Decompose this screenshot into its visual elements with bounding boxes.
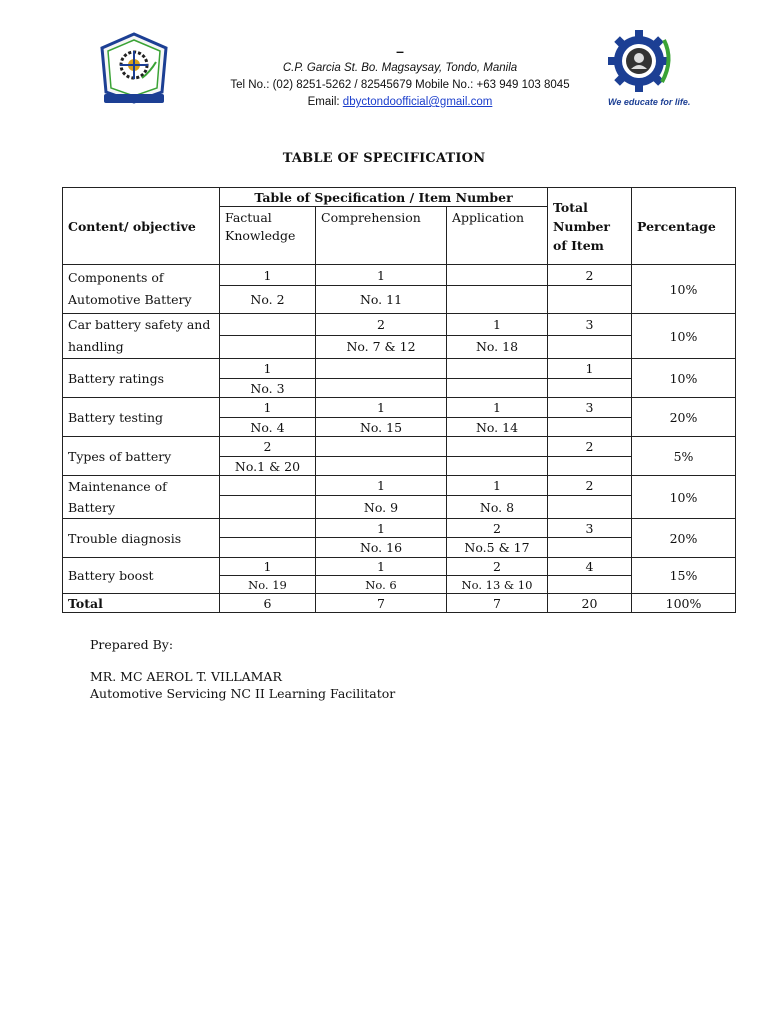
factual-items: No.1 & 20 — [220, 457, 316, 476]
school-crest-logo — [98, 32, 170, 108]
application-items: No. 18 — [447, 335, 548, 358]
logo-motto-text: We educate for life. — [608, 97, 691, 107]
application-items: No.5 & 17 — [447, 538, 548, 558]
comprehension-items: No. 9 — [316, 496, 447, 519]
email-label: Email: — [307, 96, 343, 108]
comprehension-items: No. 6 — [316, 576, 447, 594]
table-row — [63, 437, 736, 457]
total-label: Total — [63, 594, 220, 613]
header-percentage: Percentage — [632, 188, 736, 265]
total-items-blank — [548, 576, 632, 594]
topic-cell: Components of Automotive Battery — [63, 265, 220, 314]
comprehension-count — [316, 359, 447, 379]
header-comprehension: Comprehension — [316, 207, 447, 265]
table-header-row — [63, 188, 736, 207]
table-row — [63, 265, 736, 286]
application-items: No. 8 — [447, 496, 548, 519]
total-count: 3 — [548, 398, 632, 418]
factual-items — [220, 335, 316, 358]
comprehension-items: No. 11 — [316, 286, 447, 314]
header-factual-knowledge: Factual Knowledge — [220, 207, 316, 265]
table-row — [63, 558, 736, 576]
school-email-line — [190, 94, 610, 111]
header-total-number: Total Number of Item — [548, 188, 632, 265]
header-application: Application — [447, 207, 548, 265]
signatory-name: MR. MC AEROL T. VILLAMAR — [90, 669, 282, 684]
topic-cell: Car battery safety and handling — [63, 314, 220, 359]
comprehension-count — [316, 437, 447, 457]
comprehension-count: 1 — [316, 398, 447, 418]
total-count: 2 — [548, 476, 632, 496]
percentage-cell: 15% — [632, 558, 736, 594]
comprehension-count: 1 — [316, 558, 447, 576]
school-contact-numbers: Tel No.: (02) 8251-5262 / 82545679 Mobile No.: +63 949 103 8045 — [230, 79, 570, 91]
table-row — [63, 359, 736, 379]
email-link[interactable]: dbyctondoofficial@gmail.com — [342, 96, 493, 108]
factual-count — [220, 476, 316, 496]
application-count — [447, 265, 548, 286]
factual-items: No. 2 — [220, 286, 316, 314]
factual-items: No. 4 — [220, 418, 316, 437]
factual-count: 1 — [220, 398, 316, 418]
topic-cell: Trouble diagnosis — [63, 519, 220, 558]
header-item-number-group: Table of Specification / Item Number — [220, 188, 548, 207]
factual-items — [220, 538, 316, 558]
total-count: 3 — [548, 519, 632, 538]
total-percentage: 100% — [632, 594, 736, 613]
application-count: 1 — [447, 314, 548, 336]
table-row — [63, 519, 736, 538]
total-count: 2 — [548, 437, 632, 457]
comprehension-items — [316, 457, 447, 476]
percentage-cell: 10% — [632, 359, 736, 398]
topic-cell: Battery boost — [63, 558, 220, 594]
table-row — [63, 398, 736, 418]
total-items-blank — [548, 335, 632, 358]
total-factual: 6 — [220, 594, 316, 613]
factual-count — [220, 314, 316, 336]
application-items — [447, 286, 548, 314]
application-items: No. 14 — [447, 418, 548, 437]
comprehension-items — [316, 379, 447, 398]
comprehension-count: 1 — [316, 265, 447, 286]
factual-items: No. 19 — [220, 576, 316, 594]
percentage-cell: 20% — [632, 398, 736, 437]
table-total-row — [63, 594, 736, 613]
total-count: 3 — [548, 314, 632, 336]
topic-cell: Battery ratings — [63, 359, 220, 398]
header-content-objective: Content/ objective — [63, 188, 220, 265]
comprehension-items: No. 15 — [316, 418, 447, 437]
percentage-cell: 20% — [632, 519, 736, 558]
application-items — [447, 379, 548, 398]
topic-cell: Types of battery — [63, 437, 220, 476]
total-items-blank — [548, 457, 632, 476]
header-dash: – — [396, 43, 404, 59]
total-items-blank — [548, 538, 632, 558]
comprehension-items: No. 16 — [316, 538, 447, 558]
total-items-blank — [548, 496, 632, 519]
total-items-blank — [548, 379, 632, 398]
page-title: TABLE OF SPECIFICATION — [282, 151, 486, 166]
comprehension-count: 1 — [316, 476, 447, 496]
factual-count: 2 — [220, 437, 316, 457]
application-items: No. 13 & 10 — [447, 576, 548, 594]
application-count: 1 — [447, 476, 548, 496]
application-count — [447, 437, 548, 457]
total-items-blank — [548, 418, 632, 437]
total-items-blank — [548, 286, 632, 314]
factual-items — [220, 496, 316, 519]
percentage-cell: 10% — [632, 476, 736, 519]
application-count: 2 — [447, 519, 548, 538]
total-count: 2 — [548, 265, 632, 286]
total-items: 20 — [548, 594, 632, 613]
application-count: 2 — [447, 558, 548, 576]
school-address: C.P. Garcia St. Bo. Magsaysay, Tondo, Manila — [282, 62, 518, 74]
factual-count: 1 — [220, 558, 316, 576]
prepared-by-label: Prepared By: — [90, 637, 174, 652]
topic-cell: Battery testing — [63, 398, 220, 437]
factual-count: 1 — [220, 265, 316, 286]
comprehension-count: 1 — [316, 519, 447, 538]
factual-items: No. 3 — [220, 379, 316, 398]
percentage-cell: 10% — [632, 265, 736, 314]
gear-logo — [606, 30, 691, 110]
application-count: 1 — [447, 398, 548, 418]
comprehension-count: 2 — [316, 314, 447, 336]
total-count: 4 — [548, 558, 632, 576]
table-row — [63, 476, 736, 496]
factual-count: 1 — [220, 359, 316, 379]
signatory-role: Automotive Servicing NC II Learning Facilitator — [90, 686, 396, 701]
comprehension-items: No. 7 & 12 — [316, 335, 447, 358]
topic-cell: Maintenance of Battery — [63, 476, 220, 519]
application-items — [447, 457, 548, 476]
total-comprehension: 7 — [316, 594, 447, 613]
factual-count — [220, 519, 316, 538]
specification-table — [62, 187, 736, 613]
percentage-cell: 10% — [632, 314, 736, 359]
letterhead — [190, 42, 610, 111]
total-application: 7 — [447, 594, 548, 613]
percentage-cell: 5% — [632, 437, 736, 476]
application-count — [447, 359, 548, 379]
total-count: 1 — [548, 359, 632, 379]
table-row — [63, 314, 736, 336]
